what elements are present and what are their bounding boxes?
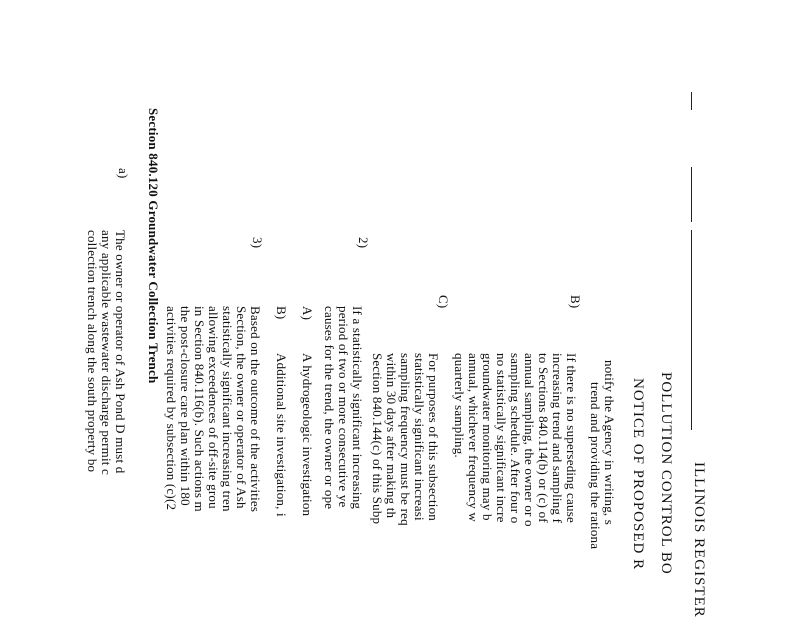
body-line: quarterly sampling. [452,353,467,458]
body-line: notify the Agency in writing, s [602,360,617,526]
body-line: activities required by subsection (c)(2 [164,306,179,511]
body-line: increasing trend and sampling f [550,353,565,524]
body-line: annual sampling, the owner or o [522,353,537,527]
body-line: within 30 days after making th [384,353,399,519]
item-marker: A) [300,306,315,321]
item-marker: 3) [250,237,265,249]
body-line: groundwater monitoring may b [480,353,495,521]
body-line: The owner or operator of Ash Pond D must d [113,230,128,474]
body-line: statistically significant increasi [412,353,427,521]
body-line: allowing exceedences of off-site grou [206,306,221,509]
body-line: any applicable wastewater discharge permit c [99,230,114,475]
body-line: Additional site investigation, i [274,353,289,517]
body-line: sampling schedule. After four o [508,353,523,524]
header-rule [691,167,692,222]
body-line: If there is no superseding cause [564,353,579,523]
body-line: sampling frequency must be req [398,353,413,526]
header-rule [691,92,692,110]
body-line: For purposes of this subsection [426,353,441,521]
body-line: trend and providing the rationa [588,382,603,550]
body-line: in Section 840.116(b). Such actions m [192,306,207,512]
body-line: to Sections 840.114(b) or (c) of [536,353,551,523]
item-marker: B) [568,295,583,309]
body-line: collection trench along the south property bo [85,230,100,473]
body-line: Section, the owner or operator of Ash [234,306,249,509]
register-title: ILLINOIS REGISTER [691,462,707,618]
item-marker: B) [274,306,289,320]
body-line: Section 840.144(c) of this Subp [370,353,385,525]
item-marker: a) [116,168,131,179]
board-name: POLLUTION CONTROL BO [658,372,674,575]
body-line: the post-closure care plan within 180 [178,306,193,506]
body-line: period of two or more consecutive ye [336,306,351,508]
body-line: annual, whichever frequency w [466,353,481,522]
body-line: Based on the outcome of the activities [248,306,263,513]
notice-title: NOTICE OF PROPOSED R [630,378,646,571]
section-heading: Section 840.120 Groundwater Collection Trench [146,108,161,384]
body-line: A hydrogeologic investigation [300,353,315,517]
body-line: If a statistically significant increasing [350,306,365,510]
body-line: statistically significant increasing tren [220,306,235,512]
item-marker: C) [436,295,451,309]
item-marker: 2) [356,237,371,249]
header-rule [691,230,692,430]
body-line: no statistically significant incre [494,353,509,523]
body-line: causes for the trend, the owner or ope [322,306,337,510]
